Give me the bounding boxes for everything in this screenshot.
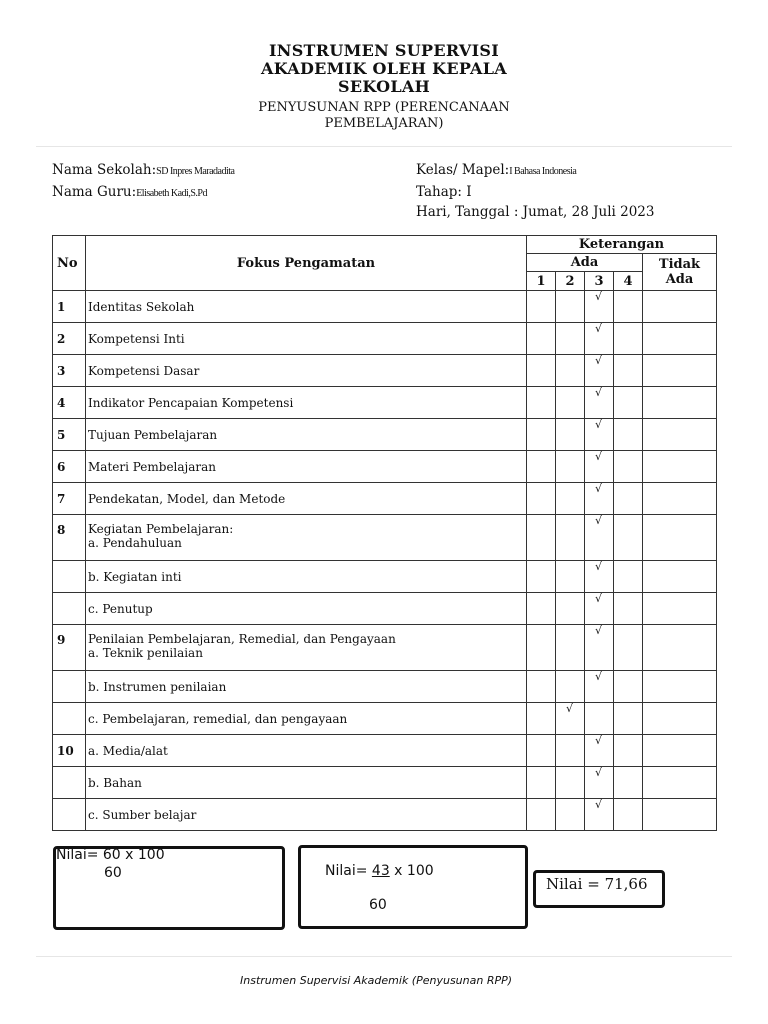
check-mark: √ bbox=[595, 734, 603, 747]
class-label: Kelas/ Mapel: bbox=[416, 162, 510, 178]
row-focus bbox=[86, 671, 527, 703]
score-box-1-line1: Nilai= 60 x 100 bbox=[56, 847, 165, 863]
check-mark: √ bbox=[595, 766, 603, 779]
row-focus bbox=[86, 625, 527, 671]
score-cell-2 bbox=[556, 593, 585, 625]
teacher-label: Nama Guru: bbox=[52, 184, 137, 200]
score-cell-2 bbox=[556, 419, 585, 451]
score-cell-2 bbox=[556, 625, 585, 671]
score-cell-4 bbox=[614, 515, 643, 561]
header-tidak-line2: Ada bbox=[665, 272, 694, 287]
header-score-2: 2 bbox=[556, 272, 585, 291]
school-row bbox=[52, 160, 234, 182]
row-number: 9 bbox=[53, 625, 86, 671]
focus-line: b. Kegiatan inti bbox=[88, 569, 182, 584]
row-number: 7 bbox=[53, 483, 86, 515]
table-row bbox=[53, 593, 717, 625]
score-box-2-suffix: x 100 bbox=[389, 863, 434, 879]
class-row bbox=[416, 160, 654, 182]
score-cell-1 bbox=[527, 419, 556, 451]
score-cell-4 bbox=[614, 561, 643, 593]
subtitle-line-1: PENYUSUNAN RPP (PERENCANAAN bbox=[258, 100, 510, 115]
row-focus bbox=[86, 355, 527, 387]
row-number bbox=[53, 767, 86, 799]
score-cell-3 bbox=[585, 451, 614, 483]
row-focus bbox=[86, 483, 527, 515]
row-number bbox=[53, 671, 86, 703]
focus-line: Pendekatan, Model, dan Metode bbox=[88, 491, 286, 506]
check-mark: √ bbox=[595, 450, 603, 463]
check-mark: √ bbox=[595, 354, 603, 367]
score-cell-2 bbox=[556, 291, 585, 323]
class-value: I Bahasa Indonesia bbox=[509, 166, 577, 177]
row-number: 6 bbox=[53, 451, 86, 483]
table-row bbox=[53, 291, 717, 323]
score-cell-3 bbox=[585, 799, 614, 831]
score-cell-3 bbox=[585, 291, 614, 323]
score-cell-2 bbox=[556, 515, 585, 561]
focus-line: Tujuan Pembelajaran bbox=[88, 427, 218, 442]
row-number bbox=[53, 561, 86, 593]
score-cell-3 bbox=[585, 735, 614, 767]
check-mark: √ bbox=[595, 624, 603, 637]
score-cell-1 bbox=[527, 703, 556, 735]
teacher-value: Elisabeth Kadi,S.Pd bbox=[136, 188, 207, 199]
score-box-2-numerator: 43 bbox=[371, 863, 390, 879]
score-cell-2 bbox=[556, 671, 585, 703]
score-cell-2 bbox=[556, 323, 585, 355]
focus-line: a. Media/alat bbox=[88, 743, 168, 758]
check-mark: √ bbox=[595, 514, 603, 527]
focus-line: Kegiatan Pembelajaran: bbox=[88, 522, 234, 536]
score-box-2 bbox=[298, 845, 528, 929]
score-cell-1 bbox=[527, 483, 556, 515]
title-line-1: INSTRUMEN SUPERVISI bbox=[268, 41, 500, 60]
check-mark: √ bbox=[595, 482, 603, 495]
score-cell-2 bbox=[556, 483, 585, 515]
score-cell-4 bbox=[614, 799, 643, 831]
tidak-ada-cell bbox=[643, 625, 717, 671]
check-mark: √ bbox=[595, 670, 603, 683]
score-cell-4 bbox=[614, 735, 643, 767]
focus-line: Kompetensi Inti bbox=[88, 331, 185, 346]
score-cell-1 bbox=[527, 323, 556, 355]
tidak-ada-cell bbox=[643, 323, 717, 355]
title-line-2: AKADEMIK OLEH KEPALA bbox=[261, 59, 507, 78]
score-cell-4 bbox=[614, 483, 643, 515]
table-row bbox=[53, 483, 717, 515]
score-cell-4 bbox=[614, 355, 643, 387]
focus-line: c. Pembelajaran, remedial, dan pengayaan bbox=[88, 711, 348, 726]
tidak-ada-cell bbox=[643, 355, 717, 387]
table-row bbox=[53, 561, 717, 593]
date-text: Hari, Tanggal : Jumat, 28 Juli 2023 bbox=[416, 204, 655, 220]
header-tidak-ada bbox=[643, 254, 717, 291]
school-value: SD Inpres Maradadita bbox=[156, 166, 235, 177]
row-focus bbox=[86, 387, 527, 419]
row-focus bbox=[86, 735, 527, 767]
score-cell-1 bbox=[527, 515, 556, 561]
table-row bbox=[53, 451, 717, 483]
focus-line: b. Bahan bbox=[88, 775, 142, 790]
row-focus bbox=[86, 593, 527, 625]
score-cell-4 bbox=[614, 387, 643, 419]
row-number: 4 bbox=[53, 387, 86, 419]
row-focus bbox=[86, 767, 527, 799]
focus-line: b. Instrumen penilaian bbox=[88, 679, 227, 694]
check-mark: √ bbox=[595, 560, 603, 573]
score-cell-4 bbox=[614, 323, 643, 355]
header-no: No bbox=[53, 236, 86, 291]
score-cell-3 bbox=[585, 703, 614, 735]
teacher-row bbox=[52, 182, 234, 204]
row-number bbox=[53, 703, 86, 735]
meta-left bbox=[52, 160, 234, 204]
score-cell-2 bbox=[556, 355, 585, 387]
score-cell-3 bbox=[585, 419, 614, 451]
score-cell-3 bbox=[585, 671, 614, 703]
check-mark: √ bbox=[595, 592, 603, 605]
score-cell-2 bbox=[556, 451, 585, 483]
table-row bbox=[53, 703, 717, 735]
score-box-1 bbox=[53, 846, 285, 930]
tidak-ada-cell bbox=[643, 387, 717, 419]
score-cell-2 bbox=[556, 799, 585, 831]
tidak-ada-cell bbox=[643, 735, 717, 767]
score-cell-3 bbox=[585, 323, 614, 355]
score-cell-1 bbox=[527, 451, 556, 483]
table-row bbox=[53, 671, 717, 703]
table-row bbox=[53, 515, 717, 561]
score-cell-3 bbox=[585, 561, 614, 593]
row-number: 5 bbox=[53, 419, 86, 451]
row-number: 1 bbox=[53, 291, 86, 323]
focus-line: a. Pendahuluan bbox=[88, 536, 182, 550]
row-number bbox=[53, 799, 86, 831]
score-cell-2 bbox=[556, 735, 585, 767]
tidak-ada-cell bbox=[643, 671, 717, 703]
score-cell-1 bbox=[527, 799, 556, 831]
subtitle-line-2: PEMBELAJARAN) bbox=[324, 116, 444, 131]
tidak-ada-cell bbox=[643, 703, 717, 735]
row-focus bbox=[86, 703, 527, 735]
score-cell-3 bbox=[585, 767, 614, 799]
score-cell-1 bbox=[527, 671, 556, 703]
check-mark: √ bbox=[595, 386, 603, 399]
row-focus bbox=[86, 561, 527, 593]
header-ada: Ada bbox=[527, 254, 643, 272]
table-row bbox=[53, 387, 717, 419]
tidak-ada-cell bbox=[643, 799, 717, 831]
table-row bbox=[53, 323, 717, 355]
score-cell-3 bbox=[585, 515, 614, 561]
score-cell-3 bbox=[585, 483, 614, 515]
header-score-4: 4 bbox=[614, 272, 643, 291]
score-cell-4 bbox=[614, 625, 643, 671]
row-focus bbox=[86, 323, 527, 355]
top-divider bbox=[36, 146, 732, 147]
check-mark: √ bbox=[595, 322, 603, 335]
table-row bbox=[53, 625, 717, 671]
row-number: 2 bbox=[53, 323, 86, 355]
score-cell-4 bbox=[614, 451, 643, 483]
score-box-2-prefix: Nilai= bbox=[325, 863, 372, 879]
focus-line: a. Teknik penilaian bbox=[88, 646, 203, 660]
table-row bbox=[53, 355, 717, 387]
score-cell-4 bbox=[614, 419, 643, 451]
score-box-2-denominator: 60 bbox=[369, 897, 387, 913]
table-body bbox=[53, 291, 717, 831]
score-cell-3 bbox=[585, 355, 614, 387]
tidak-ada-cell bbox=[643, 561, 717, 593]
score-cell-1 bbox=[527, 625, 556, 671]
focus-line: Materi Pembelajaran bbox=[88, 459, 217, 474]
tidak-ada-cell bbox=[643, 767, 717, 799]
table-row bbox=[53, 767, 717, 799]
header-score-1: 1 bbox=[527, 272, 556, 291]
score-cell-1 bbox=[527, 561, 556, 593]
focus-line: Indikator Pencapaian Kompetensi bbox=[88, 395, 294, 410]
score-cell-1 bbox=[527, 355, 556, 387]
tidak-ada-cell bbox=[643, 593, 717, 625]
title-line-3: SEKOLAH bbox=[337, 77, 431, 96]
check-mark: √ bbox=[595, 418, 603, 431]
row-focus bbox=[86, 419, 527, 451]
score-cell-3 bbox=[585, 593, 614, 625]
row-number: 8 bbox=[53, 515, 86, 561]
score-cell-1 bbox=[527, 593, 556, 625]
score-box-3-text: Nilai = 71,66 bbox=[546, 875, 648, 893]
score-box-3 bbox=[533, 870, 665, 908]
tidak-ada-cell bbox=[643, 291, 717, 323]
score-box-1-line2: 60 bbox=[104, 865, 122, 881]
score-cell-3 bbox=[585, 387, 614, 419]
score-cell-2 bbox=[556, 703, 585, 735]
check-mark: √ bbox=[595, 290, 603, 303]
document-title bbox=[0, 42, 768, 96]
header-tidak-line1: Tidak bbox=[658, 257, 701, 272]
score-cell-4 bbox=[614, 767, 643, 799]
score-cell-2 bbox=[556, 561, 585, 593]
focus-line: Kompetensi Dasar bbox=[88, 363, 200, 378]
stage-text: Tahap: I bbox=[416, 184, 472, 200]
header-keterangan: Keterangan bbox=[527, 236, 717, 254]
header-focus: Fokus Pengamatan bbox=[86, 236, 527, 291]
row-number: 3 bbox=[53, 355, 86, 387]
focus-line: c. Sumber belajar bbox=[88, 807, 197, 822]
row-focus bbox=[86, 451, 527, 483]
header-score-3: 3 bbox=[585, 272, 614, 291]
tidak-ada-cell bbox=[643, 419, 717, 451]
score-cell-1 bbox=[527, 735, 556, 767]
table-row bbox=[53, 799, 717, 831]
tidak-ada-cell bbox=[643, 483, 717, 515]
meta-right bbox=[416, 160, 654, 222]
score-cell-1 bbox=[527, 387, 556, 419]
supervision-table bbox=[52, 235, 717, 831]
score-cell-4 bbox=[614, 593, 643, 625]
table-row bbox=[53, 735, 717, 767]
score-cell-4 bbox=[614, 671, 643, 703]
focus-line: c. Penutup bbox=[88, 601, 153, 616]
score-cell-2 bbox=[556, 767, 585, 799]
footer-divider bbox=[36, 956, 732, 957]
table-row bbox=[53, 419, 717, 451]
row-number bbox=[53, 593, 86, 625]
score-cell-4 bbox=[614, 703, 643, 735]
row-focus bbox=[86, 799, 527, 831]
score-cell-1 bbox=[527, 291, 556, 323]
document-subtitle bbox=[0, 100, 768, 132]
row-number: 10 bbox=[53, 735, 86, 767]
page-footer: Instrumen Supervisi Akademik (Penyusunan RPP) bbox=[240, 975, 513, 987]
score-cell-4 bbox=[614, 291, 643, 323]
focus-line: Identitas Sekolah bbox=[88, 299, 195, 314]
focus-line: Penilaian Pembelajaran, Remedial, dan Pengayaan bbox=[88, 632, 396, 646]
score-box-2-formula bbox=[325, 863, 434, 879]
score-cell-3 bbox=[585, 625, 614, 671]
score-cell-2 bbox=[556, 387, 585, 419]
school-label: Nama Sekolah: bbox=[52, 162, 157, 178]
score-cell-1 bbox=[527, 767, 556, 799]
row-focus bbox=[86, 291, 527, 323]
check-mark: √ bbox=[566, 702, 574, 715]
tidak-ada-cell bbox=[643, 451, 717, 483]
check-mark: √ bbox=[595, 798, 603, 811]
row-focus bbox=[86, 515, 527, 561]
tidak-ada-cell bbox=[643, 515, 717, 561]
